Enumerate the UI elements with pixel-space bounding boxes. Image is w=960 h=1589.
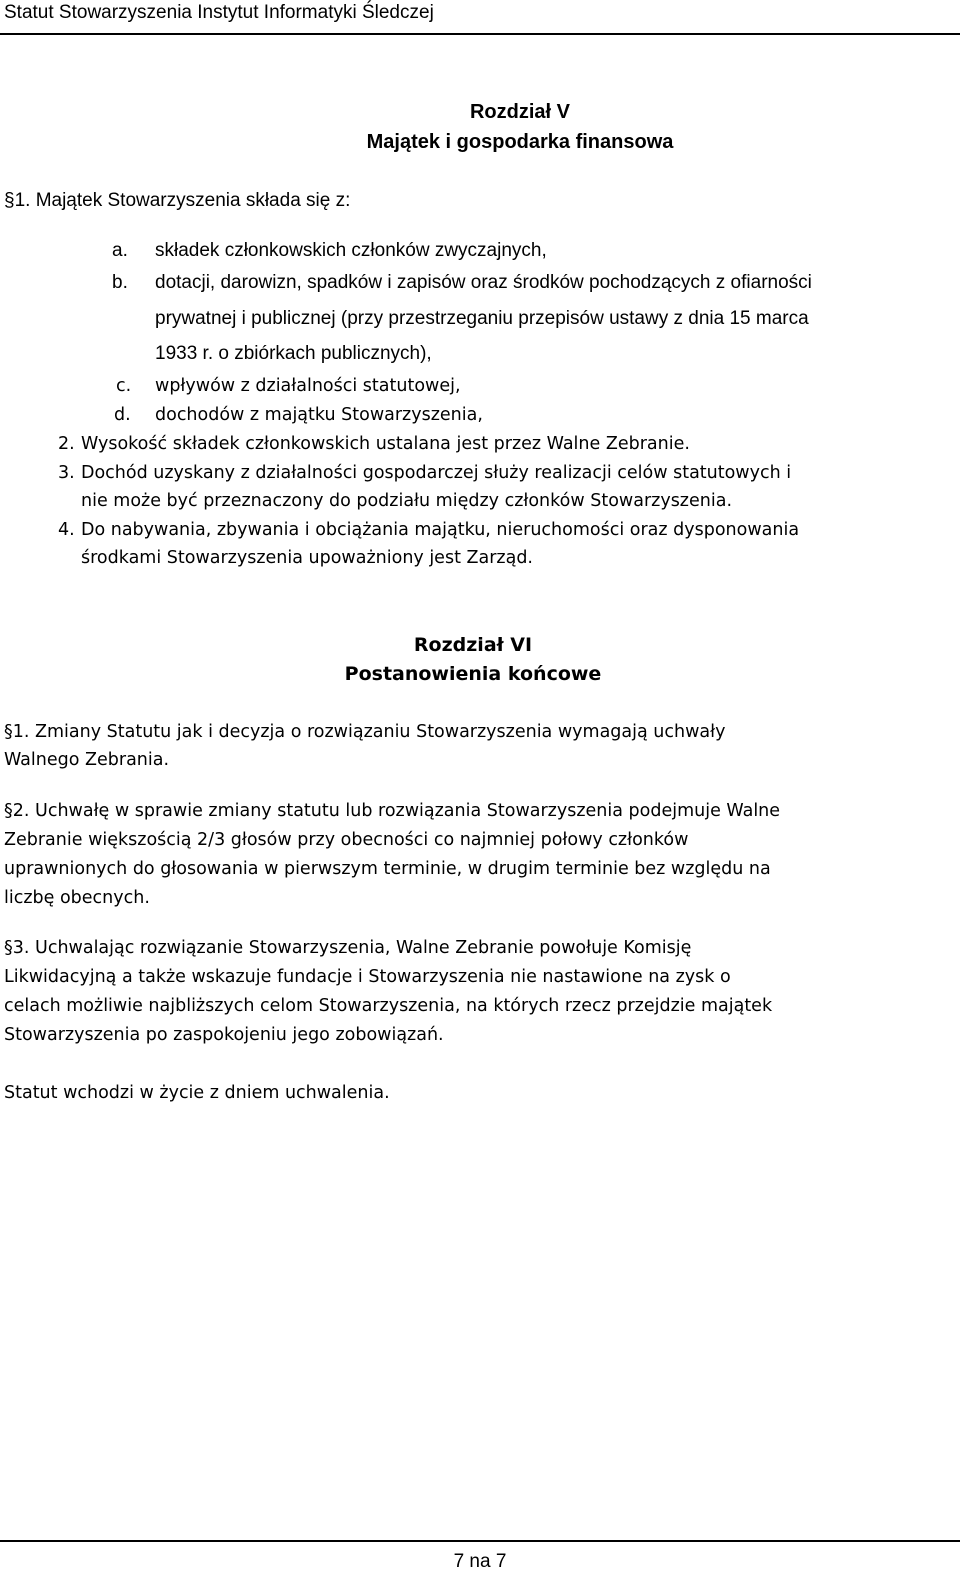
list-item-b-line-2: prywatnej i publicznej (przy przestrzeganiu przepisów ustawy z dnia 15 marca <box>155 308 809 329</box>
list-marker-a: a. <box>112 240 128 261</box>
final-paragraph-2-line-2: Zebranie większością 2/3 głosów przy obecności co najmniej połowy członków <box>4 830 689 850</box>
point-2-marker: 2. <box>58 434 75 454</box>
point-4-marker: 4. <box>58 520 75 540</box>
chapter-6-subtitle: Postanowienia końcowe <box>344 663 602 685</box>
final-paragraph-3-line-3: celach możliwie najbliższych celom Stowarzyszenia, na których rzecz przejdzie majątek <box>4 996 773 1016</box>
point-3-marker: 3. <box>58 463 75 483</box>
chapter-5-subtitle: Majątek i gospodarka finansowa <box>366 131 674 153</box>
final-paragraph-1-line-2: Walnego Zebrania. <box>4 750 170 770</box>
list-item-a: składek członkowskich członków zwyczajnych, <box>155 240 547 261</box>
list-marker-c: c. <box>116 376 132 396</box>
list-item-b-line-1: dotacji, darowizn, spadków i zapisów oraz środków pochodzących z ofiarności <box>155 272 812 293</box>
list-item-d: dochodów z majątku Stowarzyszenia, <box>155 405 483 425</box>
final-paragraph-2-line-1: §2. Uchwałę w sprawie zmiany statutu lub rozwiązania Stowarzyszenia podejmuje Walne <box>4 801 781 821</box>
paragraph-1: §1. Majątek Stowarzyszenia składa się z: <box>4 190 351 211</box>
list-item-c: wpływów z działalności statutowej, <box>155 376 461 396</box>
page-number: 7 na 7 <box>453 1551 507 1572</box>
point-3-line-2: nie może być przeznaczony do podziału między członków Stowarzyszenia. <box>81 491 733 511</box>
final-paragraph-3-line-2: Likwidacyjną a także wskazuje fundacje i Stowarzyszenia nie nastawione na zysk o <box>4 967 731 987</box>
running-header: Statut Stowarzyszenia Instytut Informatyki Śledczej <box>4 2 434 23</box>
closing-statement: Statut wchodzi w życie z dniem uchwalenia. <box>4 1083 390 1103</box>
final-paragraph-2-line-4: liczbę obecnych. <box>4 888 150 908</box>
list-marker-d: d. <box>114 405 131 425</box>
list-marker-b: b. <box>112 272 128 293</box>
final-paragraph-2-line-3: uprawnionych do głosowania w pierwszym terminie, w drugim terminie bez względu na <box>4 859 771 879</box>
point-2-text: Wysokość składek członkowskich ustalana jest przez Walne Zebranie. <box>81 434 690 454</box>
footer-divider <box>0 1540 960 1542</box>
chapter-6-title: Rozdział VI <box>413 634 533 656</box>
point-3-line-1: Dochód uzyskany z działalności gospodarczej służy realizacji celów statutowych i <box>81 463 792 483</box>
point-4-line-1: Do nabywania, zbywania i obciążania majątku, nieruchomości oraz dysponowania <box>81 520 800 540</box>
final-paragraph-3-line-1: §3. Uchwalając rozwiązanie Stowarzyszenia, Walne Zebranie powołuje Komisję <box>4 938 692 958</box>
point-4-line-2: środkami Stowarzyszenia upoważniony jest Zarząd. <box>81 548 533 568</box>
final-paragraph-1-line-1: §1. Zmiany Statutu jak i decyzja o rozwiązaniu Stowarzyszenia wymagają uchwały <box>4 722 726 742</box>
list-item-b-line-3: 1933 r. o zbiórkach publicznych), <box>155 343 432 364</box>
header-divider <box>0 33 960 35</box>
chapter-5-title: Rozdział V <box>469 101 571 123</box>
final-paragraph-3-line-4: Stowarzyszenia po zaspokojeniu jego zobowiązań. <box>4 1025 444 1045</box>
